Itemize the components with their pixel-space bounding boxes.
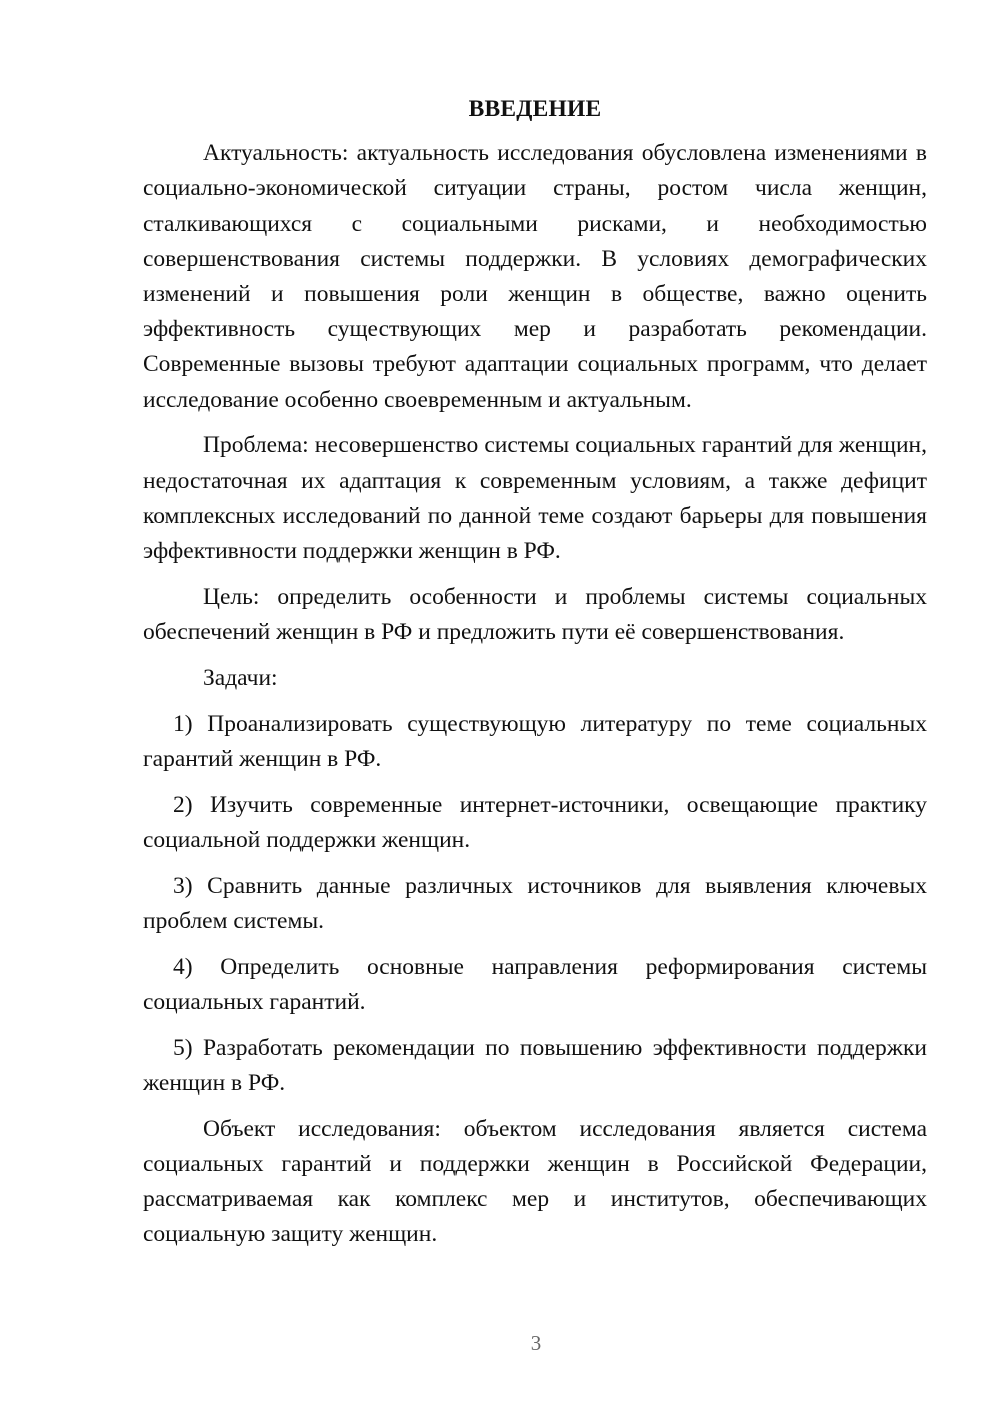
task-item-4: 4) Определить основные направления реформирования системы социальных гарантий. xyxy=(143,953,927,1015)
paragraph-object: Объект исследования: объектом исследования является система социальных гарантий и поддержки женщин в Российской Федерации, рассматриваемая как комплекс мер и институтов, обеспечивающих социальную защиту женщин. xyxy=(143,1115,927,1248)
task-item-5: 5) Разработать рекомендации по повышению эффективности поддержки женщин в РФ. xyxy=(143,1034,927,1096)
task-item-1: 1) Проанализировать существующую литературу по теме социальных гарантий женщин в РФ. xyxy=(143,710,927,772)
paragraph-relevance: Актуальность: актуальность исследования обусловлена изменениями в социально-экономической ситуации страны, ростом числа женщин, сталкивающихся с социальными рисками, и необходимостью совершенствования системы поддержки. В условиях демографических изменений и повышения роли женщин в обществе, важно оценить эффективность существующих мер и разработать рекомендации. Современные вызовы требуют адаптации социальных программ, что делает исследование особенно своевременным и актуальным. xyxy=(143,140,927,413)
paragraph-goal: Цель: определить особенности и проблемы системы социальных обеспечений женщин в РФ и предложить пути её совершенствования. xyxy=(143,583,927,646)
paragraph-problem: Проблема: несовершенство системы социальных гарантий для женщин, недостаточная их адаптация к современным условиям, а также дефицит комплексных исследований по данной теме создают барьеры для повышения эффективности поддержки женщин в РФ. xyxy=(143,432,927,565)
page-body xyxy=(143,92,927,1263)
page-title: ВВЕДЕНИЕ xyxy=(468,96,602,122)
task-item-3: 3) Сравнить данные различных источников для выявления ключевых проблем системы. xyxy=(143,872,927,934)
page-number: 3 xyxy=(530,1331,542,1355)
task-item-2: 2) Изучить современные интернет-источники, освещающие практику социальной поддержки женщин. xyxy=(143,791,927,853)
tasks-heading: Задачи: xyxy=(203,664,278,691)
